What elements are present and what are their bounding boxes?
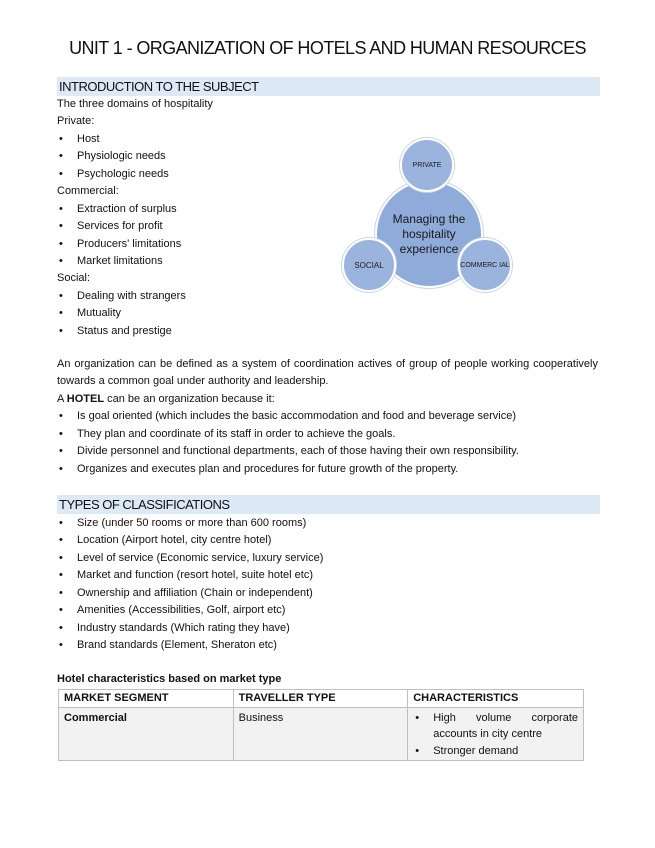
- market-table: [58, 689, 584, 761]
- diagram-commercial-circle: COMMERC IAL: [458, 238, 512, 292]
- document-page: UNIT 1 - ORGANIZATION OF HOTELS AND HUMAN RESOURCES INTRODUCTION TO THE SUBJECT The three domains of hospitality Private: • Host • Physiologic needs • Psychologic needs Commercial: • Extraction of surplus • Services for profit • Producers' limitations • Market limitations Social: • Dealing with strangers • Mutuality • Status and prestige Managing the hospitality experience PRIVATE SOCIAL COMMERC IAL An organization can be defined as a system of coordination actives of group of people working cooperatively towards a common goal under authority and leadership. A HOTEL can be an organization because it: • Is goal oriented (which includes the basic accommodation and food and beverage service) • They plan and coordinate of its staff in order to achieve the goals. • Divide personnel and functional departments, each of those having their own responsibility. • Organizes and executes plan and procedures for future growth of the property. TYPES OF CLASSIFICATIONS • Size (under 50 rooms or more than 600 rooms) • Location (Airport hotel, city centre hotel) • Level of service (Economic service, luxury service) • Market and function (resort hotel, suite hotel etc) • Ownership and affiliation (Chain or independent) • Amenities (Accessibilities, Golf, airport etc) • Industry standards (Which rating they have) • Brand standards (Element, Sheraton etc) Hotel characteristics based on market type MARKET SEGMENT TRAVELLER TYPE CHARACTERISTICS Commercial Business • High volume corporate accounts in city centre • Stronger demand: [0, 0, 655, 848]
- section-heading-intro: INTRODUCTION TO THE SUBJECT: [57, 77, 600, 96]
- table-cell-characteristics: [408, 708, 584, 761]
- section-heading-classifications: TYPES OF CLASSIFICATIONS: [57, 495, 600, 514]
- table-row: [59, 708, 584, 761]
- diagram-private-circle: PRIVATE: [400, 138, 454, 192]
- hospitality-diagram: [340, 138, 520, 298]
- list-item: • High volume corporate accounts in city centre: [415, 712, 578, 740]
- table-header-cell: CHARACTERISTICS: [408, 690, 584, 708]
- diagram-social-circle: SOCIAL: [342, 238, 396, 292]
- hotel-intro-line: A HOTEL can be an organization because it:: [57, 393, 275, 405]
- social-label: Social:: [57, 272, 91, 284]
- table-cell-segment: Commercial: [59, 708, 234, 761]
- domains-title: The three domains of hospitality: [57, 98, 213, 110]
- table-header-row: [59, 690, 584, 708]
- private-label: Private:: [57, 115, 95, 127]
- page-title: UNIT 1 - ORGANIZATION OF HOTELS AND HUMAN RESOURCES: [69, 38, 586, 58]
- table-header-cell: MARKET SEGMENT: [59, 690, 234, 708]
- organization-definition: An organization can be defined as a system of coordination actives of group of people working cooperatively towards a common goal under authority and leadership.: [57, 358, 598, 387]
- commercial-label: Commercial:: [57, 185, 119, 197]
- table-cell-traveller: Business: [233, 708, 408, 761]
- list-item: • Stronger demand: [415, 745, 519, 757]
- table-caption: Hotel characteristics based on market type: [57, 673, 282, 685]
- table-header-cell: TRAVELLER TYPE: [233, 690, 408, 708]
- diagram-center-circle: Managing the hospitality experience: [375, 180, 483, 288]
